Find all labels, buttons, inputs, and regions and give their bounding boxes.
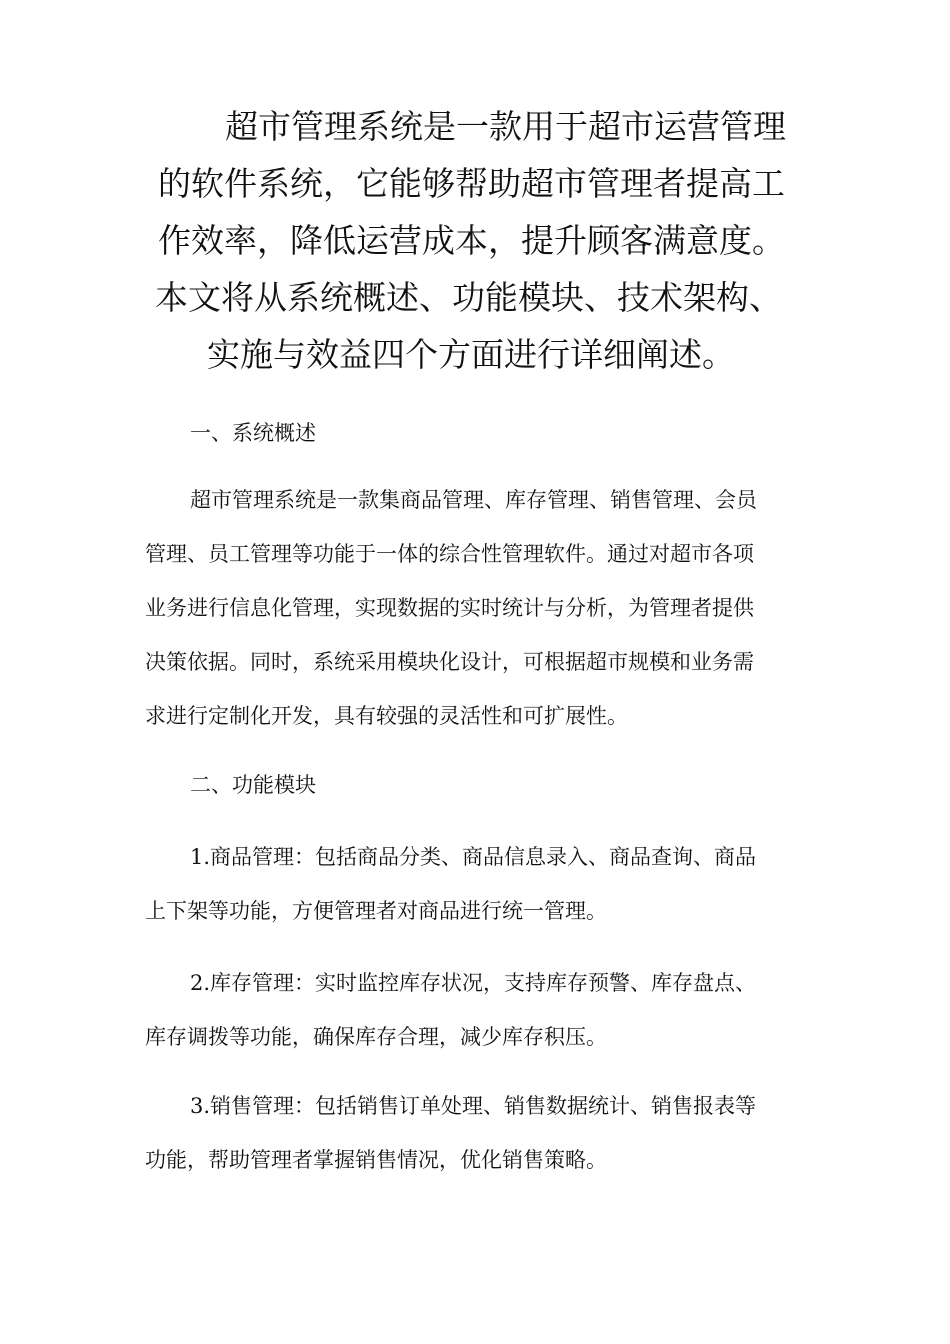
section-heading-overview: 一、系统概述 — [190, 421, 316, 445]
intro-line: 超市管理系统是一款用于超市运营管理 — [225, 107, 786, 146]
paragraph-line: 库存调拨等功能，确保库存合理，减少库存积压。 — [145, 1025, 607, 1049]
intro-line: 本文将从系统概述、功能模块、技术架构、 — [155, 278, 782, 317]
paragraph-line: 决策依据。同时，系统采用模块化设计，可根据超市规模和业务需 — [145, 650, 754, 674]
paragraph-line: 1.商品管理：包括商品分类、商品信息录入、商品查询、商品 — [190, 845, 757, 869]
paragraph-line: 求进行定制化开发，具有较强的灵活性和可扩展性。 — [145, 704, 628, 728]
module-item-sales — [145, 1079, 797, 1187]
intro-line: 的软件系统，它能够帮助超市管理者提高工 — [158, 164, 785, 203]
paragraph-line: 2.库存管理：实时监控库存状况，支持库存预警、库存盘点、 — [190, 971, 757, 995]
module-item-product — [145, 830, 797, 938]
paragraph-line: 上下架等功能，方便管理者对商品进行统一管理。 — [145, 899, 607, 923]
paragraph-line: 管理、员工管理等功能于一体的综合性管理软件。通过对超市各项 — [145, 542, 754, 566]
paragraph-line: 业务进行信息化管理，实现数据的实时统计与分析，为管理者提供 — [145, 596, 754, 620]
paragraph-line: 3.销售管理：包括销售订单处理、销售数据统计、销售报表等 — [190, 1094, 757, 1118]
intro-paragraph — [150, 98, 800, 383]
module-item-inventory — [145, 956, 797, 1064]
overview-paragraph — [145, 473, 797, 743]
paragraph-line: 超市管理系统是一款集商品管理、库存管理、销售管理、会员 — [190, 488, 757, 512]
paragraph-line: 功能，帮助管理者掌握销售情况，优化销售策略。 — [145, 1148, 607, 1172]
intro-line: 实施与效益四个方面进行详细阐述。 — [207, 335, 735, 374]
intro-line: 作效率，降低运营成本，提升顾客满意度。 — [158, 221, 785, 260]
section-heading-modules: 二、功能模块 — [190, 773, 316, 797]
